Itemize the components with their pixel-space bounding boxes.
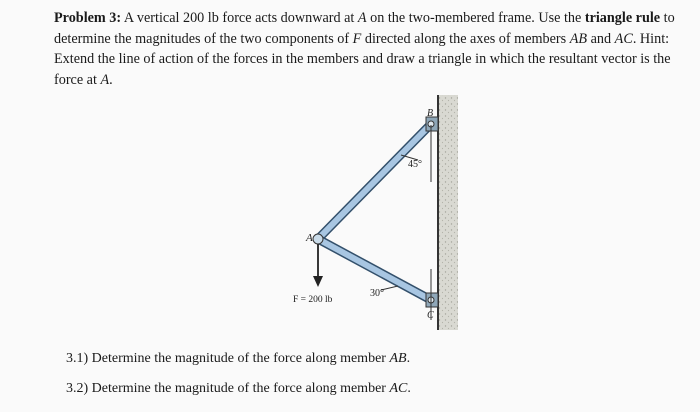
wall-support [438, 95, 458, 330]
question-3-2 [66, 381, 411, 397]
member-ac-ref: AC [614, 30, 633, 47]
pin-a [313, 234, 323, 244]
question-member: AB [389, 351, 407, 366]
problem-text-3: to determine the magnitudes of the two components of [54, 10, 675, 47]
question-text: Determine the magnitude of the force along member [88, 381, 390, 396]
angle-label-30: 30° [370, 288, 384, 299]
triangle-rule-term: triangle rule [584, 10, 661, 26]
problem-text-2: on the two-membered frame. Use the [366, 10, 585, 26]
force-f-ref: F [352, 30, 362, 47]
angle-label-45: 45° [408, 159, 422, 170]
problem-text-6: . Hint: Extend the line of action of the forces in the members and draw a triangle in which the resultant vector is the force at [54, 30, 671, 88]
pin-c [426, 293, 438, 307]
force-label: F = 200 lb [293, 295, 333, 305]
problem-label: Problem 3: [54, 10, 122, 26]
label-b: B [427, 108, 434, 119]
problem-text-5: and [587, 30, 615, 47]
question-end: . [407, 381, 411, 396]
problem-text-1: A vertical 200 lb force acts downward at [121, 10, 358, 26]
problem-text-4: directed along the axes of members [361, 30, 570, 47]
question-text: Determine the magnitude of the force along member [88, 351, 390, 366]
point-a-ref-2: A [100, 71, 110, 88]
label-a: A [306, 232, 313, 244]
member-ab [318, 124, 431, 239]
member-ab-ref: AB [569, 30, 588, 47]
question-3-1 [66, 351, 410, 367]
question-end: . [406, 351, 411, 366]
point-a-ref: A [357, 10, 367, 26]
label-c: C [427, 310, 434, 321]
question-number: 3.1) [66, 351, 89, 366]
question-member: AC [389, 381, 408, 396]
pin-b [426, 117, 438, 131]
question-number: 3.2) [66, 381, 89, 396]
problem-text-7: . [109, 71, 113, 88]
force-arrow [313, 244, 323, 287]
